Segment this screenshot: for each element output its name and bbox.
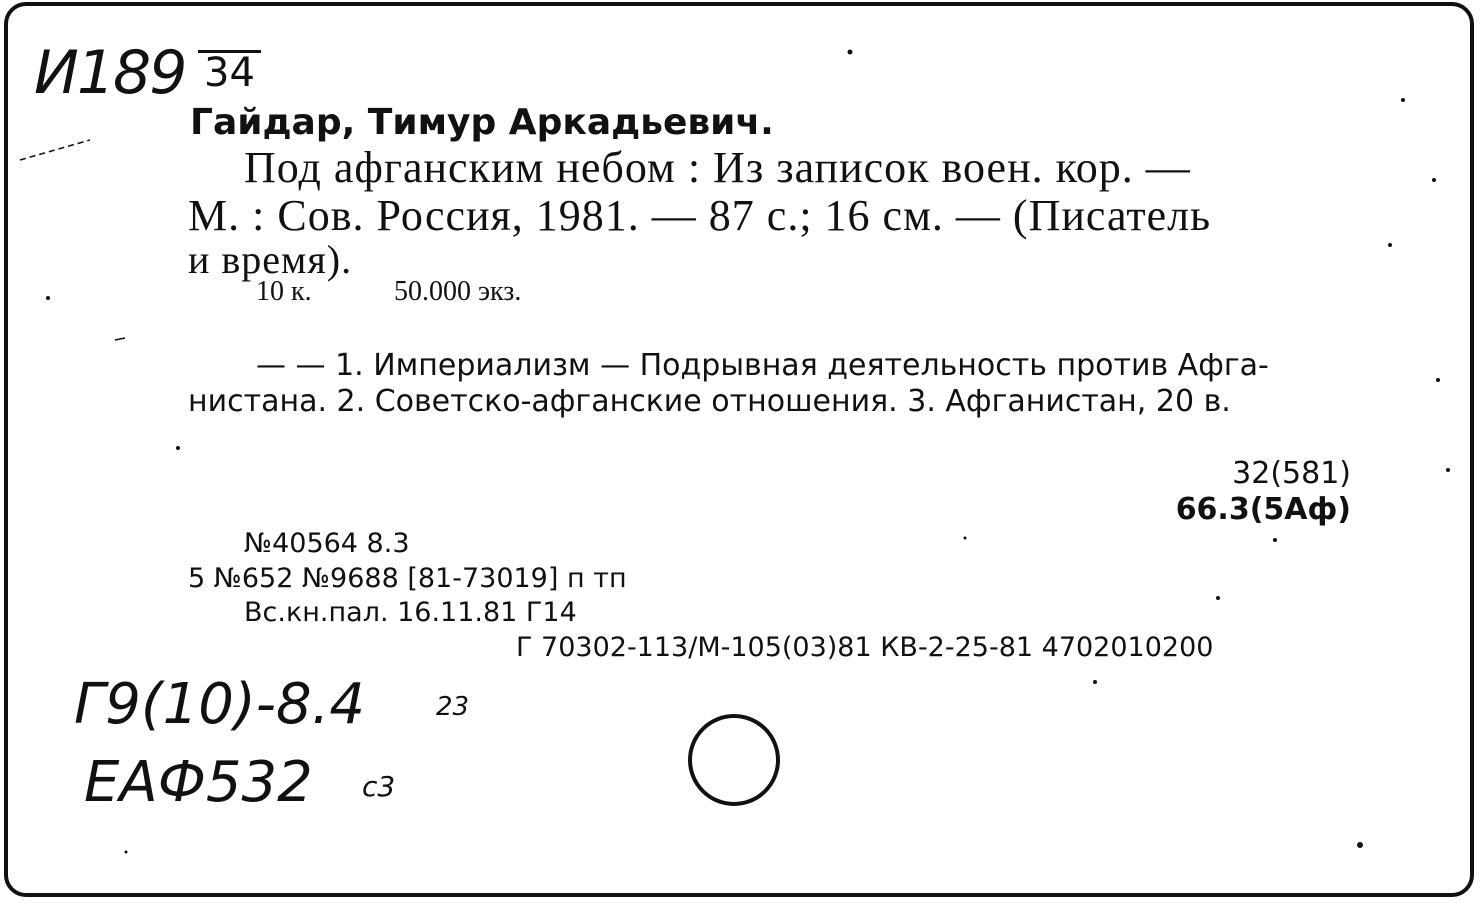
registry-line-2: 5 №652 №9688 [81-73019] п тп	[188, 563, 627, 594]
udc-index: 32(581)	[1232, 456, 1351, 491]
author-heading: Гайдар, Тимур Аркадьевич.	[190, 102, 774, 143]
title-line-2: М. : Сов. Россия, 1981. — 87 с.; 16 см. — (Писатель	[188, 191, 1212, 240]
handwritten-inventory-suffix: с3	[362, 770, 396, 803]
title-line-3: и время).	[188, 237, 353, 282]
handwritten-index: Г9(10)-8.4	[74, 672, 366, 737]
speckles	[46, 50, 1450, 854]
bbk-index: 66.3(5Аф)	[1175, 492, 1351, 527]
handwritten-inventory: ЕАФ532	[84, 750, 313, 815]
stray-strokes	[20, 140, 125, 340]
subjects-line-2: нистана. 2. Советско-афганские отношения. 3. Афганистан, 20 в.	[188, 384, 1231, 419]
shelfmark-fraction: 34	[198, 50, 261, 93]
price: 10 к.	[256, 276, 312, 307]
print-run: 50.000 экз.	[394, 276, 522, 307]
shelfmark-code: И189	[34, 38, 186, 108]
registry-line-4: Г 70302-113/М-105(03)81 КВ-2-25-81 4702010200	[516, 632, 1214, 663]
title-line-1: Под афганским небом : Из записок воен. кор. —	[244, 143, 1191, 192]
subjects-line-1: — — 1. Империализм — Подрывная деятельность против Афга-	[256, 348, 1269, 383]
punch-hole	[690, 716, 778, 804]
registry-line-3: Вс.кн.пал. 16.11.81 Г14	[244, 597, 577, 628]
registry-line-1: №40564 8.3	[244, 528, 410, 559]
handwritten-index-suffix: 23	[436, 692, 470, 722]
